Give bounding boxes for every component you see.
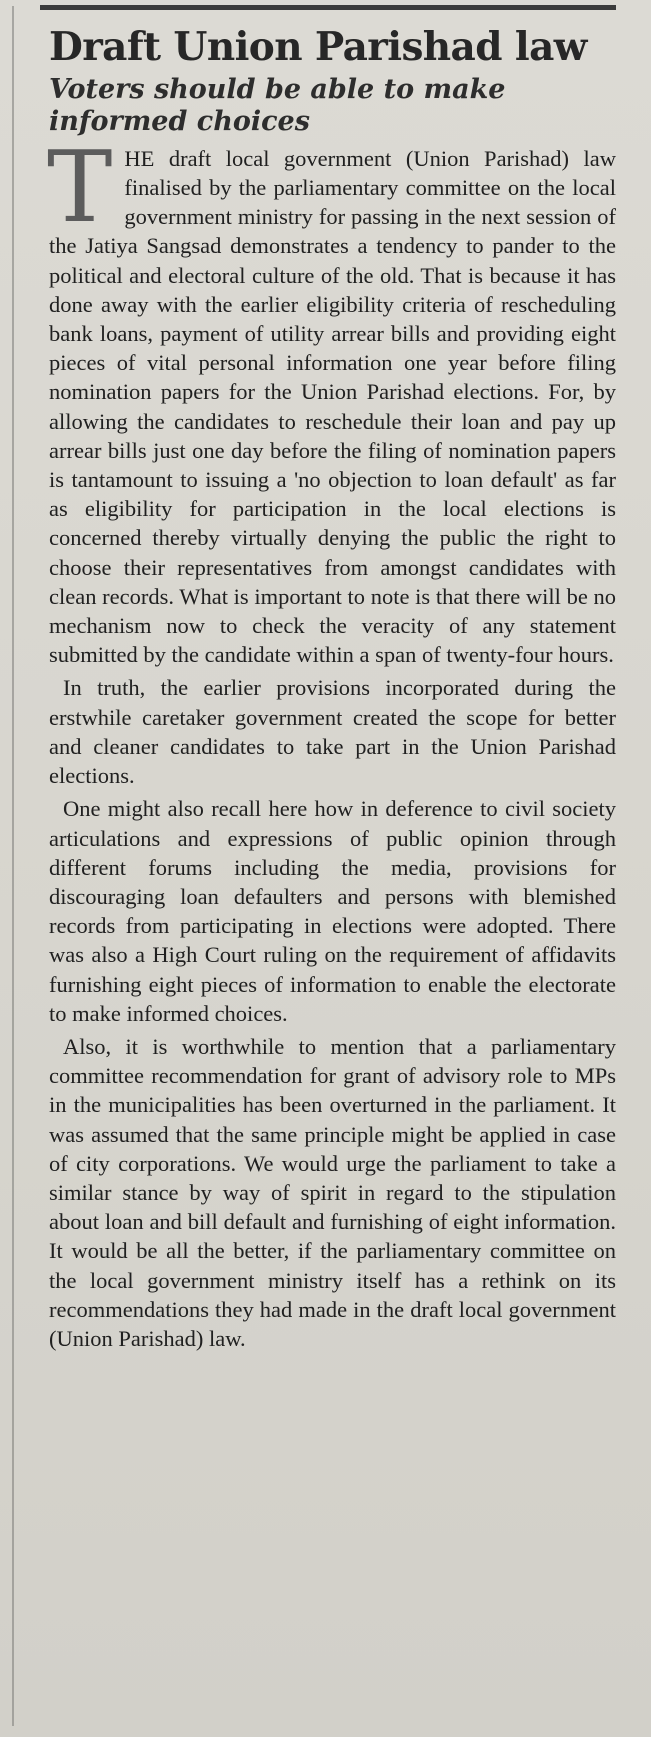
paragraph-1-text: (Union Parishad) law finalised by the parliamentary committee on the local government ministry for passing in the next session of the Jatiya Sangsad demonstrates a tendency to pander to the political and electoral culture of the old. That is because it has done away with the earlier eligibility criteria of rescheduling bank loans, payment of utility arrear bills and providing eight pieces of vital personal information one year before filing nomination papers for the Union Parishad elections. For, by allowing the candidates to reschedule their loan and pay up arrear bills just one day before the filing of nomination papers is tantamount to issuing a 'no objection to loan default' as far as eligibility for participation in the local elections is concerned thereby virtually denying the public the right to choose their representatives from amongst candidates with clean records. What is important to note is that there will be no mechanism now to check the veracity of any statement submitted by the candidate within a span of twenty-four hours. bbox=[49, 145, 616, 668]
editorial-article bbox=[49, 26, 616, 1357]
subheadline: Voters should be able to make informed choices bbox=[49, 74, 506, 137]
drop-cap: T bbox=[47, 130, 113, 245]
paragraph-1 bbox=[47, 130, 616, 670]
article-body bbox=[47, 130, 616, 1353]
column-divider bbox=[12, 6, 14, 1726]
headline: Draft Union Parishad law bbox=[49, 24, 587, 70]
header-rule bbox=[40, 5, 616, 10]
paragraph-lead: HE draft local government bbox=[124, 145, 392, 171]
paragraph-2: In truth, the earlier provisions incorporated during the erstwhile caretaker government created the scope for better and cleaner candidates to take part in the Union Parishad elections. bbox=[49, 675, 616, 789]
paragraph-4: Also, it is worthwhile to mention that a parliamentary committee recommendation for grant of advisory role to MPs in the municipalities has been overturned in the parliament. It was assumed that the same principle might be applied in case of city corporations. We would urge the parliament to take a similar stance by way of spirit in regard to the stipulation about loan and bill default and furnishing of eight information. It would be all the better, if the parliamentary committee on the local government ministry itself has a rethink on its recommendations they had made in the draft local government (Union Parishad) law. bbox=[49, 1033, 616, 1351]
paragraph-3: One might also recall here how in deference to civil society articulations and expressions of public opinion through different forums including the media, provisions for discouraging loan defaulters and persons with blemished records from participating in elections were adopted. There was also a High Court ruling on the requirement of affidavits furnishing eight pieces of information to enable the electorate to make informed choices. bbox=[49, 796, 616, 1026]
